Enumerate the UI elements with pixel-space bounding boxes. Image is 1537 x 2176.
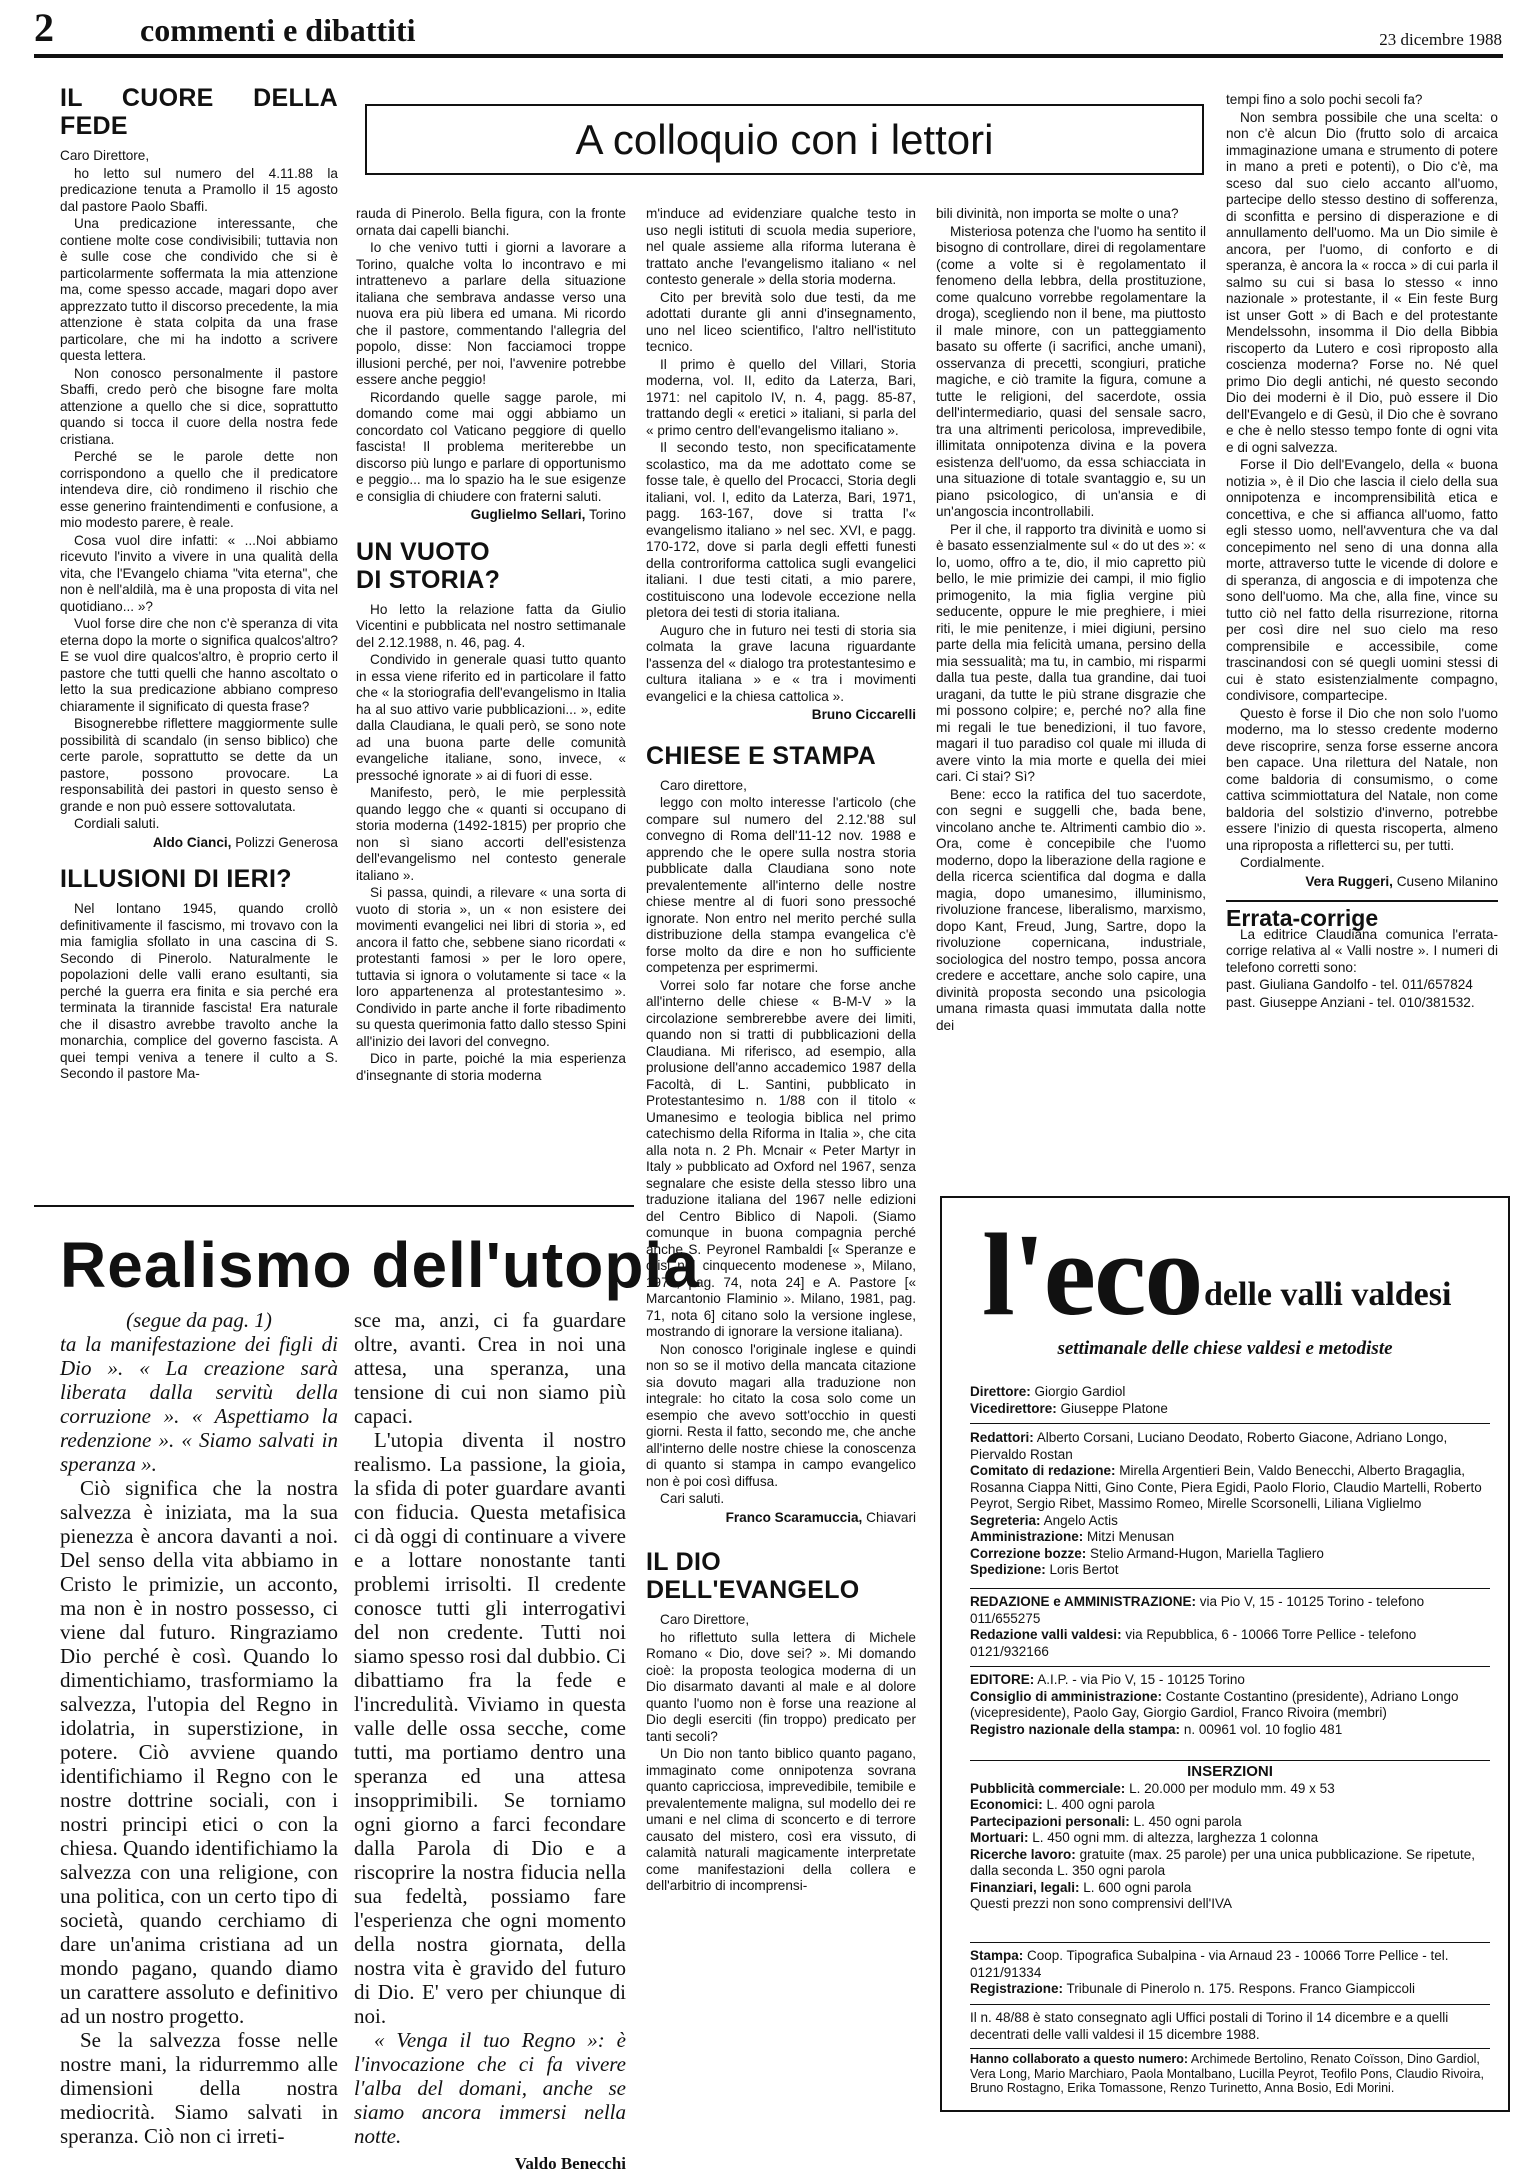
eco-row: Amministrazione: Mitzi Menusan	[970, 1529, 1175, 1544]
realismo-column-2	[354, 1308, 626, 2176]
eco-rule	[970, 2004, 1490, 2005]
dio-para: tempi fino a solo pochi secoli fa?	[1226, 92, 1423, 107]
eco-redazione	[970, 1594, 1490, 1660]
errata-text: La editrice Claudiana comunica l'errata-corrige relativa al « Valli nostre ». I numeri di telefono corretti sono:	[1226, 926, 1498, 975]
eco-title: l'eco	[982, 1209, 1202, 1340]
realismo-para: Ciò significa che la nostra salvezza è iniziata, ma la sua pienezza è ancora davanti a noi. Del senso della vita abbiamo in Cristo le primizie, un acconto, ma non è in nostro possesso, ci viene dal futuro. Ringraziamo Dio perché è così. Quando lo dimentichiamo, trasformiamo la salvezza, l'utopia del Regno in idolatria, in superstizione, in potere. Ciò avviene quando identifichiamo il Regno con le nostre dottrine sociali, con i nostri principi etici o con la chiesa. Quando identifichiamo la salvezza con una religione, con una politica, con un certo tipo di società, quando cerchiamo di dare un'anima cristiana ad un mondo pagano, quando diamo un carattere assoluto e definitivo ad un nostro progetto.	[60, 1476, 338, 2028]
dio-title: IL DIO DELL'EVANGELO	[646, 1548, 860, 1604]
dio-salutation: Caro Direttore,	[660, 1612, 750, 1627]
cuore-para: Perché se le parole dette non corrispondono a quello che il predicatore intendeva dire, ciò rondimeno il rischio che esse generino fraintendimenti e confusione, a mio modesto parere, è reale.	[60, 449, 338, 530]
eco-rule	[970, 2048, 1490, 2049]
eco-row: Mortuari: L. 450 ogni mm. di altezza, larghezza 1 colonna	[970, 1830, 1319, 1845]
vuoto-para: Il secondo testo, non specificatamente scolastico, ma da me adottato come se fosse tale, è quello del Procacci, Storia degli italiani, vol. I, edito da Laterza, Bari, 1971, pagg. 163-167, dove si tratta l'« evangelismo italiano » nel sec. XVI, e pagg. 170-172, dove si parla degli effetti funesti della controriforma cattolica sugli evangelici italiani. I due testi citati, a mio parere, costituiscono una lodevole eccezione nella pletora dei testi di storia italiana.	[646, 440, 916, 620]
realismo-para: sce ma, anzi, ci fa guardare oltre, avanti. Crea in noi una attesa, una speranza, una tensione di cui non siamo più capaci.	[354, 1308, 626, 1428]
realismo-para: ta la manifestazione dei figli di Dio ». « La creazione sarà liberata dalla servitù della corruzione ». « Aspettiamo la redenzione ». « Siamo salvati in speranza ».	[60, 1332, 338, 1476]
cuore-signature: Aldo Cianci,	[152, 834, 232, 850]
eco-row: Registro nazionale della stampa: n. 00961 vol. 10 foglio 481	[970, 1721, 1343, 1737]
cuore-signature-line	[60, 835, 338, 852]
column-5	[1226, 92, 1498, 1012]
illusioni-signature: Guglielmo Sellari,	[470, 507, 586, 522]
column-2	[356, 206, 626, 1085]
illusioni-cont: Ricordando quelle sagge parole, mi domando come mai oggi abbiamo un concordato col Vaticano peggiore di quello fascista! Il problema meriterebbe un discorso più lungo e parlare di opportunismo e peggio... ma lo spazio ha le sue esigenze e consiglia di chiudere con fraterni saluti.	[356, 389, 626, 504]
eco-row: Segreteria: Angelo Actis	[970, 1512, 1118, 1528]
realismo-signature: Valdo Benecchi	[514, 2154, 626, 2173]
realismo-para: Se la salvezza fosse nelle nostre mani, la ridurremmo alle dimensioni della nostra mediocrità. Siamo salvati in speranza. Ciò non ci irreti-	[60, 2028, 338, 2148]
eco-row: Registrazione: Tribunale di Pinerolo n. 175. Respons. Franco Giampiccoli	[970, 1981, 1415, 1996]
eco-editore	[970, 1672, 1490, 1738]
eco-row: Stampa: Coop. Tipografica Subalpina - via Arnaud 23 - 10066 Torre Pellice - tel. 0121/91334	[970, 1948, 1449, 1980]
vuoto-para: m'induce ad evidenziare qualche testo in uso negli istituti di scuola media superiore, nel quale assieme alla riforma luterana è trattato anche l'evangelismo italiano « nel contesto generale » della storia moderna.	[646, 206, 916, 287]
dio-para: Non sembra possibile che una scelta: o non c'è alcun Dio (frutto solo di arcaica immaginazione umana e strumento di potere in mano a preti e potenti), o Dio c'è, ma sceso dal suo cielo accanto all'uomo, partecipe dello stesso destino di sofferenza, di sconfitta e persino di disperazione e di annullamento dell'uomo. Ma un Dio simile è ancora, per l'uomo, di conforto e di speranza, è ancora la « rocca » di cui parla il salmo su cui si basa lo stesso « inno nazionale » protestante, il « Ein feste Burg ist unser Gott » di Bach e del protestante Mendelssohn, insomma il Dio della Bibbia riscoperto da Lutero e così riproposto alla coscienza moderna? Forse no. Né quel primo Dio degli antichi, né questo secondo Dio dei moderni è il Dio, può essere il Dio dell'Evangelo e di Gesù, il Dio che è sovrano e che è nello stesso tempo fonte di ogni vita e di ogni salvezza.	[1226, 109, 1498, 455]
chiese-signature: Franco Scaramuccia,	[725, 1509, 863, 1525]
chiese-para: Non conosco l'originale inglese e quindi non so se il motivo della mancata citazione sia dovuto magari alla traduzione non integrale: ho citato la cosa solo come un esempio che avevo sott'occhio in questi giorni. Resta il fatto, secondo me, che anche all'interno delle nostre chiese la conoscenza di quanto si stampa in campo evangelico non è poi così diffusa.	[646, 1341, 916, 1489]
illusioni-para: Nel lontano 1945, quando crollò definitivamente il fascismo, mi trovavo con la mia famiglia sfollato in una cascina di S. Secondo di Pinerolo. Naturalmente le popolazioni delle valli erano esultanti, sia perché la guerra era finita e sia perché era terminata la tirannide fascista! Era naturale che il disastro avrebbe travolto anche la monarchia, complice del governo fascista. A quei tempi veniva a tenere il culto a S. Secondo il pastore Ma-	[60, 901, 338, 1081]
chiese-signature-line	[646, 1510, 916, 1527]
eco-row: Pubblicità commerciale: L. 20.000 per modulo mm. 49 x 53	[970, 1780, 1335, 1796]
eco-row: Finanziari, legali: L. 600 ogni parola	[970, 1879, 1192, 1895]
realismo-para: L'utopia diventa il nostro realismo. La passione, la gioia, la sfida di poter guardare avanti con fiducia. Questa metafisica ci dà oggi di continuare a vivere e a lottare nonostante tanti problemi irrisolti. Il credente conosce tutti gli interrogativi del non credente. Tutti noi siamo spesso rosi dal dubbio. Ci dibattiamo fra la fede e l'incredulità. Viviamo in questa valle delle ossa secche, come tutti, ma portiamo dentro una speranza ed una attesa insopprimibili. Se torniamo ogni giorno a farci fecondare dalla Parola di Dio e a riscoprire la nostra fiducia nella sua fedeltà, possiamo fare l'esperienza che ogni momento della nostra giornata, della nostra vita è gravido del futuro di Dio. E' vero per chiunque di noi.	[354, 1428, 626, 2028]
errata-rule	[1226, 900, 1498, 902]
column-4	[936, 206, 1206, 1035]
cuore-para: Vuol forse dire che non c'è speranza di vita eterna dopo la morte o significa qualcos'altro? E se vuol dire qualcos'altro, è proprio certo il pastore che tutti quelli che hanno ascoltato o letto la sua predicazione abbiano compreso chiaramente il significato di questa frase?	[60, 616, 338, 714]
illusioni-cont: Io che venivo tutti i giorni a lavorare a Torino, qualche volta lo incontravo e mi intrattenevo a parlare della situazione italiana che sembrava andasse verso una nuova era più libera ed umana. Mi ricordo che il pastore, commentando l'allegria del popolo, disse: Non facciamoci troppe illusioni perché, per noi, l'avvenire potrebbe essere anche peggio!	[356, 240, 626, 387]
cuore-title: IL CUORE DELLA FEDE	[60, 84, 338, 140]
realismo-para: « Venga il tuo Regno »: è l'invocazione che ci fa vivere l'alba del domani, anche se siamo ancora immersi nella notte.	[354, 2028, 626, 2148]
cuore-para: ho letto sul numero del 4.11.88 la predicazione tenuta a Pramollo il 15 agosto dal pastore Paolo Sbaffi.	[60, 165, 338, 214]
eco-row: EDITORE: A.I.P. - via Pio V, 15 - 10125 Torino	[970, 1672, 1245, 1687]
realismo-column-1	[60, 1308, 338, 2148]
illusioni-signature-line	[356, 507, 626, 524]
eco-row: Questi prezzi non sono comprensivi dell'IVA	[970, 1896, 1232, 1911]
eco-row: Comitato di redazione: Mirella Argentieri Bein, Valdo Benecchi, Alberto Bragaglia, Rosanna Ciappa Nitti, Gino Conte, Piera Egidi, Paolo Florio, Claudio Martelli, Roberto Peyrot, Sergio Ribet, Massimo Romeo, Mirelle Scorsonelli, Liliana Viglielmo	[970, 1463, 1482, 1511]
eco-row: Redazione valli valdesi: via Repubblica, 6 - 10066 Torre Pellice - telefono 0121/932166	[970, 1627, 1417, 1659]
eco-row: Direttore: Giorgio Gardiol	[970, 1384, 1126, 1399]
dio-signature: Vera Ruggeri,	[1305, 873, 1393, 889]
dio-para: bili divinità, non importa se molte o una?	[936, 206, 1179, 221]
vuoto-para: Auguro che in futuro nei testi di storia sia colmata la grave lacuna riguardante l'assenza del « dialogo tra protestantesimo e cultura italiana » e « tra i movimenti evangelici e la chiesa cattolica ».	[646, 622, 916, 704]
chiese-place: Chiavari	[866, 1509, 916, 1525]
vuoto-signature: Bruno Ciccarelli	[811, 707, 916, 722]
realismo-rule	[34, 1205, 634, 1207]
errata-title: Errata-corrige	[1226, 905, 1379, 931]
issue-date: 23 dicembre 1988	[1379, 30, 1502, 49]
section-title: commenti e dibattiti	[140, 12, 416, 48]
lettori-banner: A colloquio con i lettori	[365, 104, 1204, 175]
dio-para: Bene: ecco la ratifica del tuo sacerdote, con segni e suggelli che, bada bene, vincolano anche te. Altrimenti cambio dio ». Ora, come è concepibile che l'uomo moderno, dopo la liberazione della ragione e della ricerca scientifica dal dogma e dalla magia, dopo umanesimo, illuminismo, rivoluzione francese, liberalismo, marxismo, dopo Kant, Freud, Jung, Sartre, dopo la rivoluzione copernicana, industriale, sociologica del nostro tempo, possa ancora credere e accettare, anche solo capire, una divinità proposta secondo una psicologia umana rimasta quasi immutata dalla notte dei	[936, 786, 1206, 1033]
eco-row: Consiglio di amministrazione: Costante Costantino (presidente), Adriano Longo (vicepresidente), Paolo Gay, Giorgio Gardiol, Franco Rivoira (membri)	[970, 1688, 1459, 1720]
chiese-para: leggo con molto interesse l'articolo (che compare sul numero del 2.12.'88 sul convegno di Roma dell'11-12 nov. 1988 e apprendo che le opere sulla nostra storia pubblicate dalla Claudiana sono note prevalentemente all'interno delle nostre chiese mentre al di fuori sono pressoché ignorate. Non entro nel merito perché sulla distribuzione della stampa evangelica c'è forse molto da dire e non ho sufficiente competenza per esprimermi.	[646, 795, 916, 975]
column-1	[60, 84, 338, 1084]
inserzioni-title: INSERZIONI	[1187, 1763, 1273, 1780]
chiese-title: CHIESE E STAMPA	[646, 741, 876, 770]
errata-line: past. Giuseppe Anziani - tel. 010/381532.	[1226, 994, 1475, 1010]
illusioni-title: ILLUSIONI DI IERI?	[60, 865, 292, 893]
illusioni-cont: rauda di Pinerolo. Bella figura, con la fronte ornata dai capelli bianchi.	[356, 206, 626, 238]
eco-row: Spedizione: Loris Bertot	[970, 1562, 1119, 1577]
page-number: 2	[34, 5, 54, 50]
eco-row: Redattori: Alberto Corsani, Luciano Deodato, Roberto Giacone, Adriano Longo, Piervaldo Rostan	[970, 1430, 1448, 1462]
header-rule	[34, 54, 1503, 58]
chiese-salutation: Caro direttore,	[660, 777, 747, 793]
realismo-cont: (segue da pag. 1)	[126, 1308, 272, 1332]
dio-para: Un Dio non tanto biblico quanto pagano, immaginato come onnipotenza sovrana quanto capricciosa, imprevedibile, temibile e prevalentemente maligna, sul modello dei re umani e nel clima di sconcerto e di terrore causato del mistero, così era vissuto, di calamità naturali magicamente interpretate come manifestazioni della collera e dell'arbitrio di incomprensi-	[646, 1746, 916, 1893]
realismo-title: Realismo dell'utopia	[60, 1229, 700, 1301]
eco-rule	[970, 1588, 1490, 1589]
vuoto-para: Ho letto la relazione fatta da Giulio Vicentini e pubblicata nel nostro settimanale del 2.12.1988, n. 46, pag. 4.	[356, 601, 626, 650]
dio-signature-line	[1226, 874, 1498, 891]
chiese-para: Vorrei solo far notare che forse anche all'interno delle chiese « B-M-V » la circolazione sembrerebbe avere dei limiti, quando non si tratti di pubblicazioni della Claudiana. Mi riferisco, ad esempio, alla prolusione dell'anno accademico 1987 della Facoltà, di L. Santini, pubblicato in Protestantesimo n. 1/88 con il titolo « Umanesimo e teologia biblica nel primo catechismo della Riforma in Italia », che cita alla nota n. 2 Ph. Mcnair « Peter Martyr in Italy » pubblicato ad Oxford nel 1967, senza segnalare che esiste della stesso libro una traduzione italiana del 1967 nelle edizioni del Centro Biblico di Napoli. (Siamo comunque in buona compagnia perché anche S. Peyronel Rambaldi [« Speranze e crisi nel cinquecento modenese », Milano, 1979, pag. 74, nota 24] e A. Pastore [« Marcantonio Flaminio ». Milano, 1981, pag. 71, nota 6] citano solo la versione inglese, mostrando di ignorare la versione italiana).	[646, 977, 916, 1339]
eco-rule	[970, 1423, 1490, 1424]
eco-tagline: settimanale delle chiese valdesi e metodiste	[1057, 1338, 1393, 1359]
eco-row: Ricerche lavoro: gratuite (max. 25 parole) per una unica pubblicazione. Se ripetute, dalla seconda L. 350 ogni parola	[970, 1846, 1476, 1878]
cuore-para: Bisognerebbe riflettere maggiormente sulle possibilità di scandalo (in senso biblico) che certe parole, soprattutto se dette da un pastore, possono provocare. La responsabilità dei pastori in questo senso è grande e non può essere sottovalutata.	[60, 716, 338, 814]
eco-stampa	[970, 1948, 1490, 1998]
eco-inserzioni	[970, 1764, 1490, 1913]
eco-masthead	[940, 1196, 1510, 2112]
eco-consegna: Il n. 48/88 è stato consegnato agli Uffici postali di Torino il 14 dicembre e a quelli decentrati delle valli valdesi il 15 dicembre 1988.	[970, 2010, 1449, 2042]
vuoto-para: Dico in parte, poiché la mia esperienza d'insegnante di storia moderna	[356, 1051, 626, 1083]
eco-rule	[970, 1760, 1490, 1761]
dio-para: Per il che, il rapporto tra divinità e uomo si è basato essenzialmente sul « do ut des »: « lo, uomo, offro a te, dio, il mio capretto più bello, le mie primizie dei campi, il mio figlio primogenito, la mia figlia vergine più seducente, oppure le mie preghiere, i miei riti, le mie penitenze, i miei digiuni, persino parte della mia felicità umana, persino della mia sessualità; ma tu, in cambio, mi risparmi dalla tua peste, dalla tua grandine, dai tuoi uragani, da tutte le più strane disgrazie che mi possono colpire; e, perché no? alla fine mi regali le tue benedizioni, il tuo favore, magari il tuo paradiso col quale mi illuda di avere vinto la mia morte e quella dei miei cari. Ci stai? Sì?	[936, 521, 1206, 784]
eco-rule	[970, 1666, 1490, 1667]
vuoto-title: UN VUOTO DI STORIA?	[356, 537, 501, 594]
dio-para: Misteriosa potenza che l'uomo ha sentito il bisogno di controllare, direi di regolamentare (come a volte si è regolamentato il fenomeno della lebbra, della prostituzione, come qualcuno vorrebbe regolamentare la droga), scegliendo non il bene, ma piuttosto il male minore, con un patteggiamento basato su offerte (i sacrifici, anche umani), osservanza di precetti, scongiuri, pratiche magiche, e ciò tramite la figura, comune a tutte le religioni, del sacerdote, ossia dell'intermediario, quasi del sensale sacro, tra una altrimenti pericolosa, imprevedibile, illimitata onnipotenza divina e la povera esistenza dell'uomo, da essa schiacciata in una situazione di totale svantaggio e, su un piano psicologico, di un'ansia e di un'angoscia incontrollabili.	[936, 223, 1206, 519]
dio-para: Forse il Dio dell'Evangelo, della « buona notizia », è il Dio che lascia il cielo della sua onnipotenza e incomprensibilità etica e concettiva, e che si affianca all'uomo, fatto egli stesso uomo, nell'avventura che va dal concepimento nel seno di una donna alla morte, attraverso tutte le vicende di dolore e di speranza, di angoscia e di impotenza che sono dell'uomo. Ma che, alla fine, vince su tutto ciò nel fatto della risurrezione, ritorna per così dire nel suo cielo ma reso comprensibile e accessibile, come trascinandosi con sé quegli uomini stessi di cui è stato esistenzialmente compagno, condivisore, compartecipe.	[1226, 457, 1498, 703]
cuore-salutation: Caro Direttore,	[60, 148, 150, 163]
eco-row: Economici: L. 400 ogni parola	[970, 1797, 1155, 1812]
vuoto-para: Manifesto, però, le mie perplessità quando leggo che « quanti si occupano di storia moderna (1492-1815) per proprio che non sì siano accorti dell'esistenza dell'evangelismo nel contesto generale italiano ».	[356, 785, 626, 883]
eco-row: Partecipazioni personali: L. 450 ogni parola	[970, 1813, 1242, 1829]
eco-collaboratori: Hanno collaborato a questo numero: Archimede Bertolino, Renato Coïsson, Dino Gardiol, Vera Long, Mario Marchiaro, Paola Montalbano, Lucilla Peyrot, Teofilo Pons, Claudio Rivoira, Bruno Rostagno, Erika Tomassone, Renzo Turinetto, Anna Bosio, Edi Morini.	[970, 2052, 1484, 2095]
vuoto-para: Cito per brevità solo due testi, da me adottati durante gli anni d'insegnamento, uno nel liceo scientifico, l'altro nell'istituto tecnico.	[646, 289, 916, 354]
vuoto-para: Si passa, quindi, a rilevare « una sorta di vuoto di storia », un « non esistere dei movimenti evangelici nei libri di storia », ed ancora il fatto che, sebbene siano ricordati « protestanti famosi » per le loro opere, tuttavia si ignora o volutamente si tace « la loro appartenenza al protestantesimo ». Condivido in parte anche il forte ribadimento su questa querimonia fatto dallo stesso Spini all'inizio dei lavori del convegno.	[356, 885, 626, 1049]
eco-row: Vicedirettore: Giuseppe Platone	[970, 1400, 1168, 1416]
dio-place: Cuseno Milanino	[1396, 873, 1498, 889]
errata-line: past. Giuliana Gandolfo - tel. 011/657824	[1226, 977, 1473, 992]
chiese-closing: Cari saluti.	[660, 1491, 725, 1506]
cuore-place: Polizzi Generosa	[235, 834, 338, 850]
dio-para: ho riflettuto sulla lettera di Michele Romano « Dio, dove sei? ». Mi domando cioè: la proposta teologica moderna di un Dio disarmato davanti al male e al dolore quanto l'uomo non è forse una reazione al Dio degli eserciti (fin troppo) predicato per tanti secoli?	[646, 1629, 916, 1744]
eco-subtitle: delle valli valdesi	[1204, 1276, 1452, 1313]
cuore-para: Cosa vuol dire infatti: « ...Noi abbiamo ricevuto l'invito a vivere in una qualità della vita, che l'Evangelo chiama "vita eterna", che non è nell'aldilà, ma è una proposta di vita nel quotidiano... »?	[60, 532, 338, 614]
dio-closing: Cordialmente.	[1240, 855, 1325, 870]
vuoto-para: Condivido in generale quasi tutto quanto in essa viene riferito ed in particolare il fatto che « la storiografia dell'evangelismo in Italia ha al suo attivo varie pubblicazioni... », edite dalla Claudiana, le quali però, se sono note ad una buona parte delle comunità evangeliche italiane, sono, invece, « pressoché ignorate » ai di fuori di esse.	[356, 652, 626, 783]
cuore-para: Una predicazione interessante, che contiene molte cose condivisibili; tuttavia non è sulle cose che condivido che si è particolarmente soffermata la mia attenzione ma, come spesso accade, magari dopo aver apprezzato tutto il discorso precedente, la mia attenzione è stata colpita da una frase particolare, che mi ha indotto a scrivere questa lettera.	[60, 216, 338, 363]
cuore-para: Non conosco personalmente il pastore Sbaffi, credo però che bisogne fare molta attenzione a quello che si dice, soprattutto quando si tocca il cuore della nostra fede cristiana.	[60, 365, 338, 447]
eco-row: Correzione bozze: Stelio Armand-Hugon, Mariella Tagliero	[970, 1545, 1324, 1561]
column-3	[646, 206, 916, 1896]
dio-para: Questo è forse il Dio che non solo l'uomo moderno, ma lo stesso credente moderno deve riscoprire, senza forse esserne ancora ben capace. Una rilettura del Natale, non come baldoria di consumismo, o come cattiva scimmiottatura del Natale, non come baldoria del solstizio d'inverno, potrebbe essere l'inizio di questa riscoperta, almeno una riproposta a rifletterci su, per tutti.	[1226, 705, 1498, 853]
illusioni-place: Torino	[588, 507, 626, 522]
eco-row: REDAZIONE e AMMINISTRAZIONE: via Pio V, 15 - 10125 Torino - telefono 011/655275	[970, 1594, 1425, 1626]
eco-staff-1	[970, 1384, 1490, 1417]
eco-staff-2	[970, 1430, 1490, 1579]
eco-rule	[970, 1942, 1490, 1943]
cuore-closing: Cordiali saluti.	[74, 816, 160, 831]
vuoto-para: Il primo è quello del Villari, Storia moderna, vol. II, edito da Laterza, Bari, 1971: nel capitolo IV, n. 4, pagg. 85-87, trattando degli « eretici » italiani, si parla del « primo centro dell'evangelismo italiano ».	[646, 356, 916, 438]
